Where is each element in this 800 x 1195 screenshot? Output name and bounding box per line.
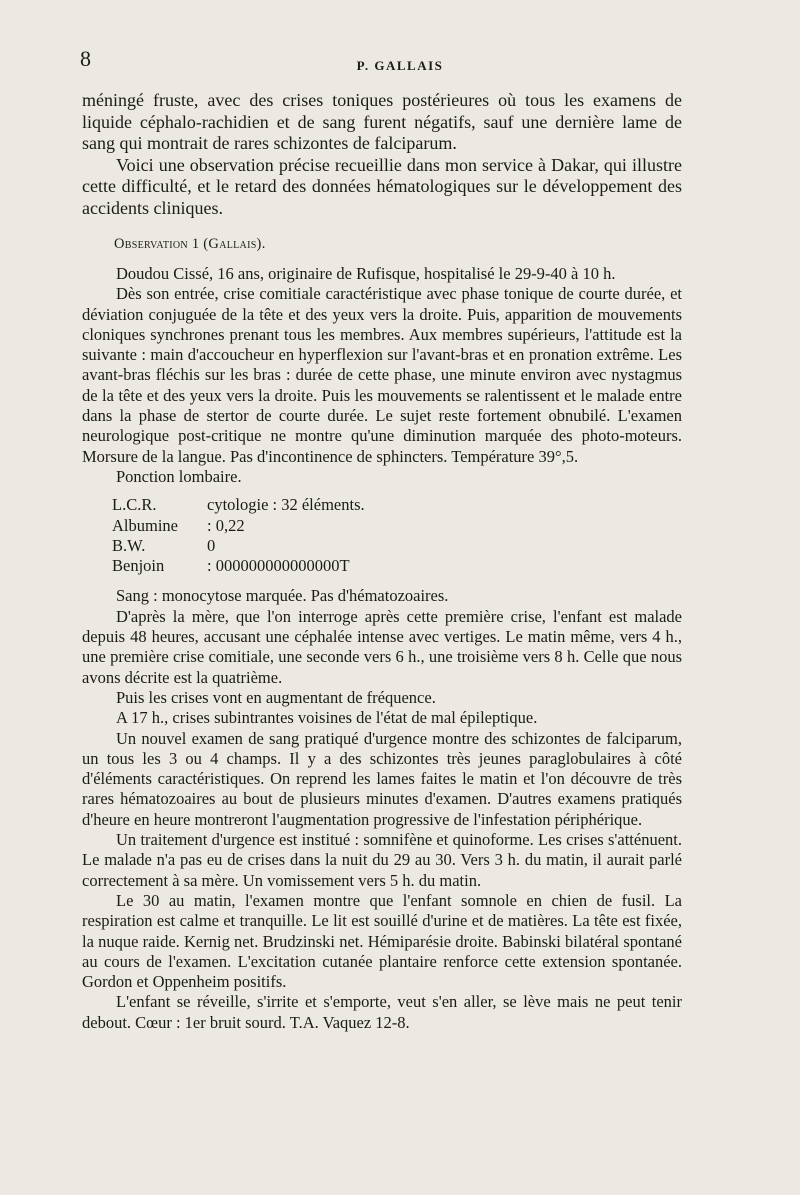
lab-results: [82, 495, 682, 576]
paragraph: Un nouvel examen de sang pratiqué d'urgence montre des schizontes de falciparum, un tous les 3 ou 4 champs. Il y a des schizontes très jeunes paraglobulaires à côté d'éléments caractéristiques. On reprend les lames faites le matin et l'on découvre de très rares hématozoaires au bout de plusieurs minutes d'examen. D'autres examens pratiqués d'heure en heure montreront l'augmentation progressive de l'infestation périphérique.: [82, 728, 682, 829]
paragraph: Un traitement d'urgence est institué : somnifène et quinoforme. Les crises s'atténuent. Le malade n'a pas eu de crises dans la nuit du 29 au 30. Vers 3 h. du matin, il aurait parlé correctement à sa mère. Un vomissement vers 5 h. du matin.: [82, 830, 682, 890]
paragraph: L'enfant se réveille, s'irrite et s'emporte, veut s'en aller, se lève mais ne peut tenir debout. Cœur : 1er bruit sourd. T.A. Vaquez 12-8.: [82, 992, 682, 1032]
paragraph: Le 30 au matin, l'examen montre que l'enfant somnole en chien de fusil. La respiration est calme et tranquille. Le lit est souillé d'urine et de matières. La tête est fixée, la nuque raide. Kernig net. Brudzinski net. Hémiparésie droite. Babinski bilatéral spontané au cours de l'examen. L'excitation cutanée plantaire renforce cette extension spontanée. Gordon et Oppenheim positifs.: [82, 890, 682, 992]
lab-key: L.C.R.: [112, 495, 157, 515]
paragraph: méningé fruste, avec des crises toniques postérieures où tous les examens de liquide céphalo-rachidien et de sang furent négatifs, sauf une dernière lame de sang qui montrait de rares schizontes de falciparum.: [82, 90, 682, 153]
lab-key: B.W.: [112, 535, 146, 555]
paragraph: A 17 h., crises subintrantes voisines de l'état de mal épileptique.: [116, 708, 538, 728]
lab-key: Benjoin: [112, 556, 165, 576]
page-number: 8: [80, 46, 91, 71]
running-title: P. GALLAIS: [356, 58, 444, 73]
lab-value: : 000000000000000T: [207, 556, 350, 576]
paragraph: Dès son entrée, crise comitiale caractéristique avec phase tonique de courte durée, et déviation conjuguée de la tête et des yeux vers la droite. Puis, apparition de mouvements cloniques synchrones prenant tous les membres. Aux membres supérieurs, l'attitude est la suivante : main d'accoucheur en hyperflexion sur l'avant-bras et en pronation extrême. Les avant-bras fléchis sur les bras : durée de cette phase, une minute environ avec nystagmus de la tête et des yeux vers la droite. Puis les mouvements se ralentissent et le malade entre dans la phase de stertor de courte durée. Le sujet reste fortement obnubilé. L'examen neurologique post-critique ne montre qu'une diminution marquée des photo-moteurs. Morsure de la langue. Pas d'incontinence de sphincters. Température 39°,5.: [82, 284, 682, 466]
lab-value: : 0,22: [207, 515, 245, 535]
lab-row: [112, 495, 682, 515]
lab-row: [112, 556, 682, 576]
paragraph: Voici une observation précise recueillie dans mon service à Dakar, qui illustre cette difficulté, et le retard des données hématologiques sur le développement des accidents cliniques.: [82, 154, 682, 218]
lab-row: [112, 516, 682, 536]
observation-text: [82, 264, 682, 1033]
paragraph: Ponction lombaire.: [116, 466, 242, 486]
lab-value: cytologie : 32 éléments.: [207, 495, 365, 515]
observation-heading: Observation 1 (Gallais).: [114, 236, 266, 252]
lab-row: [112, 536, 682, 556]
paragraph: D'après la mère, que l'on interroge après cette première crise, l'enfant est malade depuis 48 heures, accusant une céphalée intense avec vertiges. Le matin même, vers 4 h., une première crise comitiale, une seconde vers 6 h., une troisième vers 8 h. Celle que nous avons décrite est la quatrième.: [82, 606, 682, 687]
lab-value: 0: [207, 535, 216, 555]
paragraph: Sang : monocytose marquée. Pas d'hématozoaires.: [116, 586, 449, 606]
paragraph: Puis les crises vont en augmentant de fréquence.: [116, 687, 436, 707]
paragraph: Doudou Cissé, 16 ans, originaire de Rufisque, hospitalisé le 29-9-40 à 10 h.: [116, 264, 616, 283]
intro-text: [82, 90, 682, 219]
lab-key: Albumine: [112, 515, 178, 535]
